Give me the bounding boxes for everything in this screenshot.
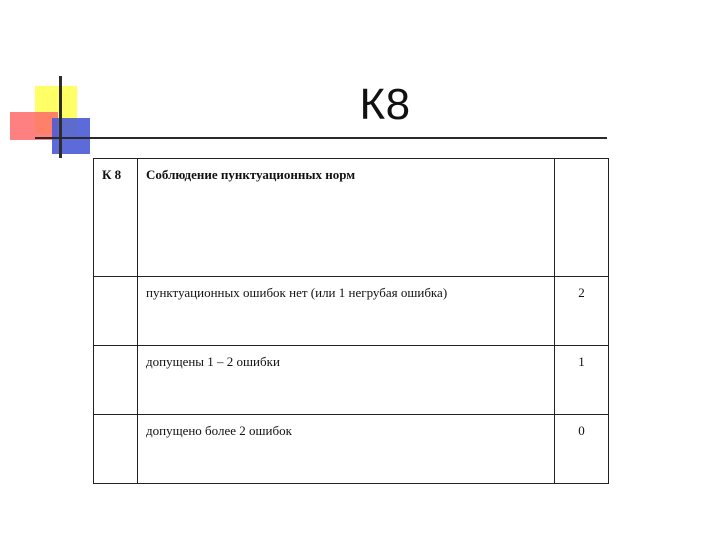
criterion-heading: Соблюдение пунктуационных норм	[138, 159, 555, 277]
table-header-row	[94, 159, 609, 277]
row-description: пунктуационных ошибок нет (или 1 негрубая ошибка)	[138, 277, 555, 346]
slide-title-text: К8	[359, 80, 411, 129]
table-row	[94, 415, 609, 484]
criterion-code: К 8	[94, 159, 138, 277]
empty-code-cell	[94, 346, 138, 415]
slide-title	[0, 80, 718, 130]
header-score-cell	[555, 159, 609, 277]
row-description: допущены 1 – 2 ошибки	[138, 346, 555, 415]
row-description: допущено более 2 ошибок	[138, 415, 555, 484]
criteria-table	[93, 158, 609, 484]
row-score: 2	[555, 277, 609, 346]
row-score: 0	[555, 415, 609, 484]
table-row	[94, 346, 609, 415]
row-score: 1	[555, 346, 609, 415]
table-row	[94, 277, 609, 346]
empty-code-cell	[94, 277, 138, 346]
horizontal-rule	[35, 137, 607, 139]
empty-code-cell	[94, 415, 138, 484]
